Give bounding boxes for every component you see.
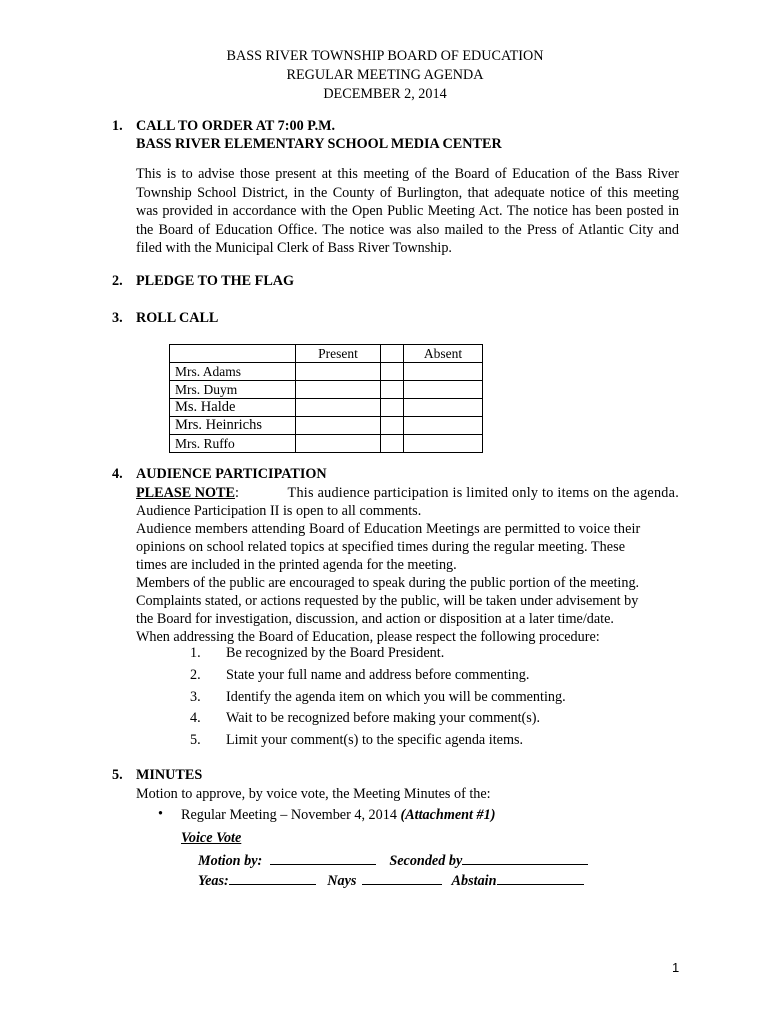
abstain-label: Abstain	[451, 873, 497, 889]
motion-by-label: Motion by:	[198, 853, 263, 869]
spacer-cell	[381, 363, 404, 381]
procedure-step	[190, 667, 529, 684]
present-cell	[296, 435, 381, 453]
procedure-step-number: 3.	[190, 689, 201, 705]
member-name: Mrs. Heinrichs	[170, 417, 296, 435]
section-5-heading	[112, 767, 202, 784]
header-board-name: BASS RIVER TOWNSHIP BOARD OF EDUCATION	[226, 48, 544, 64]
procedure-step	[190, 732, 523, 749]
roll-call-header-row	[170, 345, 483, 363]
yeas-label: Yeas:	[198, 873, 229, 889]
present-column-header: Present	[296, 345, 381, 363]
roll-call-row	[170, 435, 483, 453]
procedure-step-number: 5.	[190, 732, 201, 748]
abstain-blank[interactable]	[497, 871, 584, 885]
section-1-number: 1.	[112, 118, 123, 134]
spacer-cell	[381, 417, 404, 435]
procedure-step	[190, 689, 566, 706]
motion-by-line	[198, 851, 588, 870]
section-1-location: BASS RIVER ELEMENTARY SCHOOL MEDIA CENTER	[136, 136, 502, 152]
section-1-title: CALL TO ORDER AT 7:00 P.M.	[136, 118, 336, 134]
roll-call-row	[170, 381, 483, 399]
yeas-blank[interactable]	[229, 871, 316, 885]
procedure-step-text: Limit your comment(s) to the specific agenda items.	[226, 732, 524, 748]
participation-line: opinions on school related topics at specified times during the regular meeting. These	[136, 539, 626, 555]
present-cell	[296, 363, 381, 381]
nays-blank[interactable]	[362, 871, 442, 885]
header-agenda-type: REGULAR MEETING AGENDA	[286, 67, 484, 83]
bullet-icon: •	[158, 806, 163, 822]
section-3-heading	[112, 310, 218, 327]
attachment-label: (Attachment #1)	[400, 807, 496, 823]
roll-call-row	[170, 363, 483, 381]
section-4-title: AUDIENCE PARTICIPATION	[136, 466, 327, 482]
spacer-cell	[381, 381, 404, 399]
section-4-heading	[112, 466, 327, 483]
please-note-colon: :	[234, 485, 239, 501]
procedure-step	[190, 710, 540, 727]
procedure-step-number: 4.	[190, 710, 201, 726]
minutes-item	[181, 806, 495, 824]
absent-cell	[404, 417, 483, 435]
minutes-item-text: Regular Meeting – November 4, 2014	[181, 807, 401, 823]
seconded-by-blank[interactable]	[462, 851, 588, 865]
absent-cell	[404, 363, 483, 381]
section-2-number: 2.	[112, 273, 123, 289]
please-note-line	[136, 484, 679, 502]
section-3-number: 3.	[112, 310, 123, 326]
section-5-number: 5.	[112, 767, 123, 783]
procedure-step-text: Be recognized by the Board President.	[226, 645, 445, 661]
section-3-title: ROLL CALL	[136, 310, 219, 326]
voice-vote-label: Voice Vote	[181, 830, 242, 846]
participation-line: Members of the public are encouraged to speak during the public portion of the meeting.	[136, 575, 640, 591]
present-cell	[296, 399, 381, 417]
absent-cell	[404, 435, 483, 453]
procedure-step-text: Identify the agenda item on which you will be commenting.	[226, 689, 566, 705]
header-date: DECEMBER 2, 2014	[323, 86, 447, 102]
spacer-cell	[381, 435, 404, 453]
participation-line: Audience members attending Board of Education Meetings are permitted to voice their	[136, 521, 641, 537]
minutes-motion-text: Motion to approve, by voice vote, the Meeting Minutes of the:	[136, 786, 491, 802]
meeting-notice-paragraph: This is to advise those present at this meeting of the Board of Education of the Bass River Township School District, in the County of Burlington, that adequate notice of this meeting was provided in accordance with the Open Public Meeting Act. The notice has been posted in the Board of Education Office. The notice was also mailed to the Press of Atlantic City and filed with the Municipal Clerk of Bass River Township.	[136, 166, 679, 257]
vote-count-line	[198, 871, 584, 890]
roll-call-row	[170, 417, 483, 435]
roll-call-row	[170, 399, 483, 417]
roll-call-name-header	[170, 345, 296, 363]
member-name: Mrs. Adams	[170, 363, 296, 381]
procedure-step-text: Wait to be recognized before making your comment(s).	[226, 710, 541, 726]
section-1-heading	[112, 118, 335, 135]
procedure-step	[190, 645, 444, 662]
procedure-step-text: State your full name and address before commenting.	[226, 667, 530, 683]
spacer-cell	[381, 399, 404, 417]
nays-label: Nays	[327, 873, 357, 889]
member-name: Mrs. Duym	[170, 381, 296, 399]
participation-line: Complaints stated, or actions requested by the public, will be taken under advisement by	[136, 593, 639, 609]
participation-line: Audience Participation II is open to all comments.	[136, 503, 422, 519]
spacer-cell	[381, 345, 404, 363]
participation-line: times are included in the printed agenda for the meeting.	[136, 557, 457, 573]
section-5-title: MINUTES	[136, 767, 203, 783]
please-note-text: This audience participation is limited only to items on the agenda.	[287, 485, 679, 501]
member-name: Mrs. Ruffo	[170, 435, 296, 453]
member-name: Ms. Halde	[170, 399, 296, 417]
absent-cell	[404, 399, 483, 417]
agenda-header	[0, 47, 770, 104]
motion-by-blank[interactable]	[270, 851, 376, 865]
roll-call-table	[169, 344, 483, 453]
procedure-step-number: 2.	[190, 667, 201, 683]
section-4-number: 4.	[112, 466, 123, 482]
absent-column-header: Absent	[404, 345, 483, 363]
participation-line: When addressing the Board of Education, please respect the following procedure:	[136, 629, 600, 645]
present-cell	[296, 381, 381, 399]
page-number: 1	[672, 960, 680, 975]
present-cell	[296, 417, 381, 435]
procedure-step-number: 1.	[190, 645, 201, 661]
seconded-by-label: Seconded by	[389, 853, 463, 869]
section-2-title: PLEDGE TO THE FLAG	[136, 273, 295, 289]
please-note-label: PLEASE NOTE	[136, 485, 235, 501]
absent-cell	[404, 381, 483, 399]
participation-line: the Board for investigation, discussion, and action or disposition at a later time/date.	[136, 611, 614, 627]
section-2-heading	[112, 273, 294, 290]
